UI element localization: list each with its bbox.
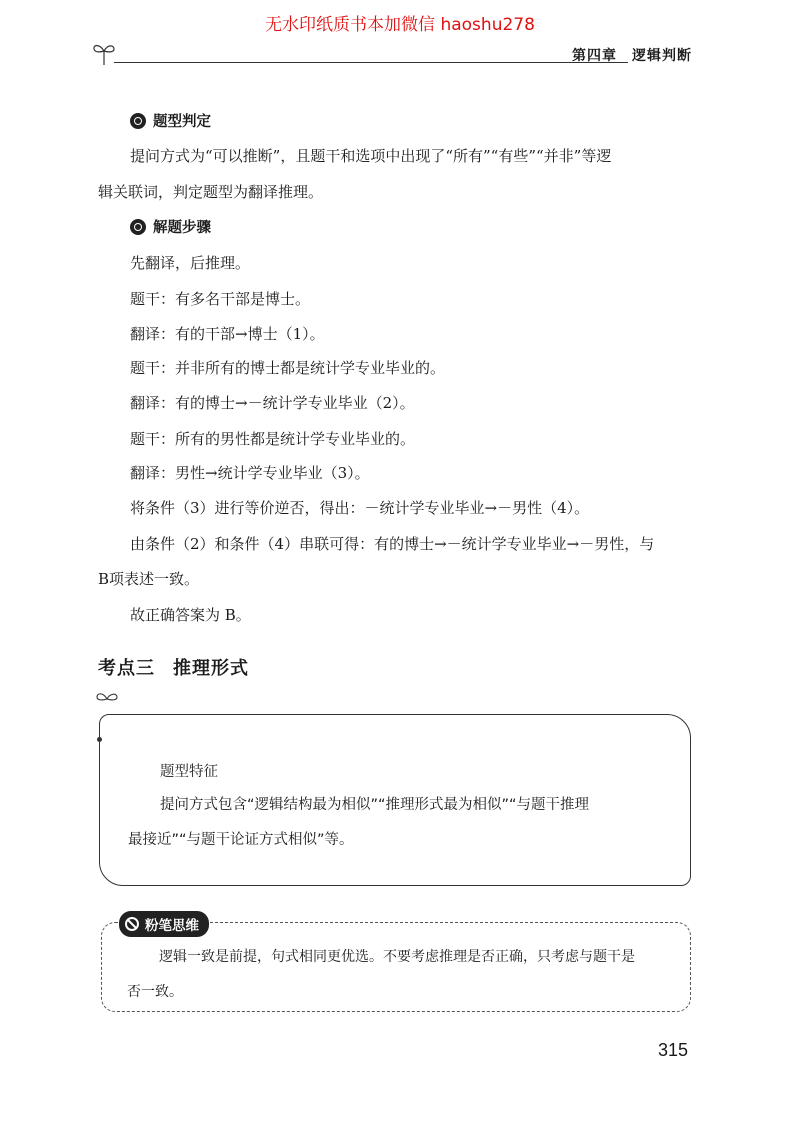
answer-line: 故正确答案为 B。	[130, 606, 251, 624]
section-heading-judgement	[130, 110, 211, 131]
feature-text: 最接近”“与题干论证方式相似”等。	[128, 832, 354, 848]
sprout-icon	[92, 40, 116, 66]
step-line: 题干：并非所有的博士都是统计学专业毕业的。	[130, 359, 446, 377]
feature-text: 提问方式包含“逻辑结构最为相似”“推理形式最为相似”“与题干推理	[160, 797, 590, 813]
section-heading-steps	[130, 216, 211, 237]
paragraph-line: 辑关联词，判定题型为翻译推理。	[98, 183, 324, 201]
chalk-tag-label: 粉笔思维	[145, 918, 199, 934]
prohibit-icon	[125, 917, 139, 931]
page-number: 315	[658, 1040, 689, 1060]
step-line: B项表述一致。	[98, 570, 200, 588]
feature-title: 题型特征	[160, 764, 218, 780]
paragraph-line: 提问方式为“可以推断”，且题干和选项中出现了“所有”“有些”“并非”等逻	[130, 147, 612, 165]
box-dot	[97, 737, 102, 742]
step-line: 由条件（2）和条件（4）串联可得：有的博士→－统计学专业毕业→－男性，与	[130, 535, 655, 553]
sprout-icon	[96, 690, 118, 708]
compass-icon	[130, 219, 146, 235]
step-line: 题干：所有的男性都是统计学专业毕业的。	[130, 430, 416, 448]
watermark-text: 无水印纸质书本加微信 haoshu278	[265, 15, 535, 35]
kaodian-title: 推理形式	[173, 658, 249, 679]
step-line: 题干：有多名干部是博士。	[130, 290, 311, 308]
chalk-thinking-tag	[119, 911, 209, 937]
section-heading-label: 解题步骤	[153, 220, 211, 236]
kaodian-heading	[98, 654, 249, 680]
step-line: 翻译：男性→统计学专业毕业（3）。	[130, 464, 370, 482]
step-line: 翻译：有的博士→－统计学专业毕业（2）。	[130, 394, 415, 412]
section-heading-label: 题型判定	[153, 114, 211, 130]
page-header	[92, 40, 692, 70]
chalk-text: 否一致。	[127, 984, 183, 1000]
header-rule	[114, 62, 628, 63]
step-line: 翻译：有的干部→博士（1）。	[130, 325, 325, 343]
chapter-title: 第四章 逻辑判断	[572, 48, 692, 64]
gear-icon	[130, 113, 146, 129]
kaodian-number: 考点三	[98, 658, 155, 679]
step-line: 将条件（3）进行等价逆否，得出：－统计学专业毕业→－男性（4）。	[130, 499, 590, 517]
chalk-text: 逻辑一致是前提，句式相同更优选。不要考虑推理是否正确，只考虑与题干是	[159, 949, 635, 965]
step-line: 先翻译，后推理。	[130, 254, 251, 272]
